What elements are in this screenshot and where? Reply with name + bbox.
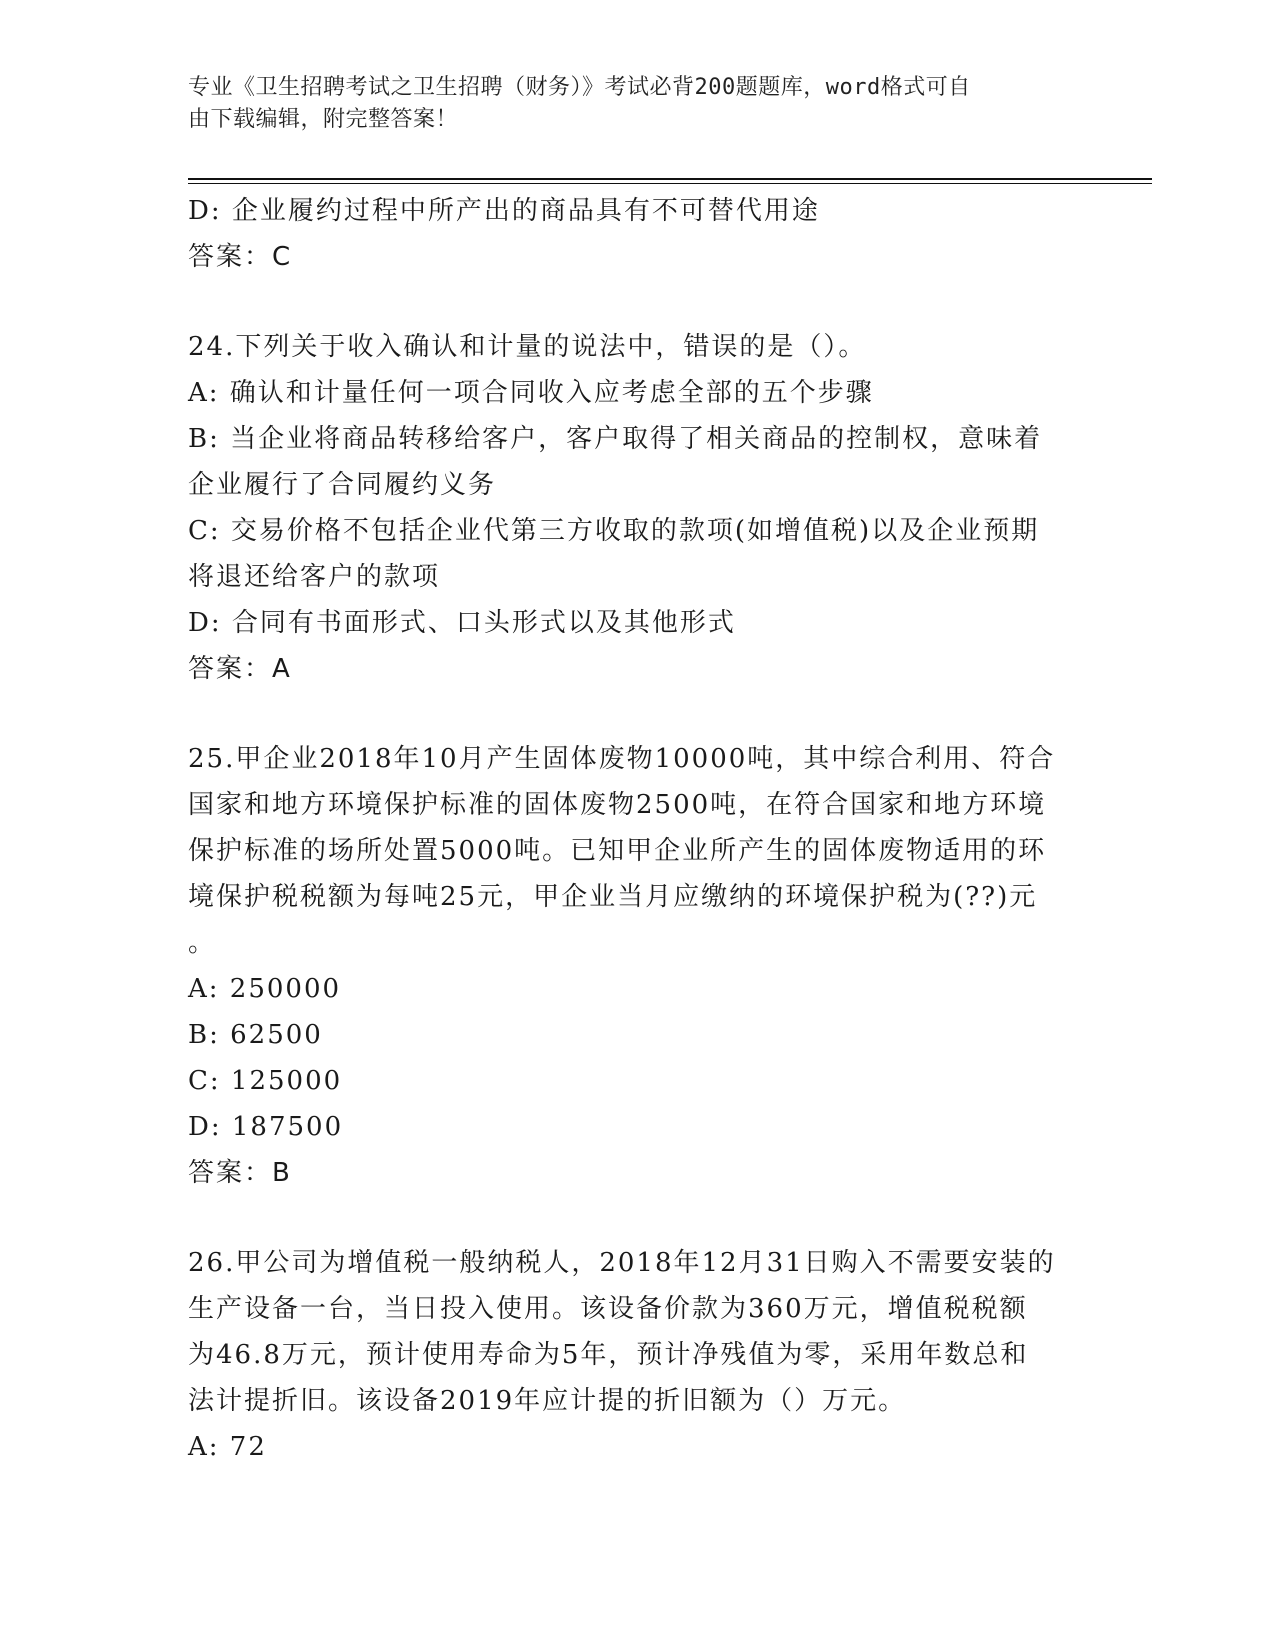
- question-24: [188, 324, 1088, 692]
- question-25-stem-line3: 保护标准的场所处置5000吨。已知甲企业所产生的固体废物适用的环: [188, 836, 1047, 866]
- prev-answer: 答案：C: [188, 242, 293, 272]
- question-25-stem-line1: 25.甲企业2018年10月产生固体废物10000吨，其中综合利用、符合: [188, 744, 1056, 774]
- header-line-2: 由下载编辑，附完整答案！: [188, 107, 459, 132]
- question-25-answer: 答案：B: [188, 1158, 292, 1188]
- question-25-stem-line4: 境保护税税额为每吨25元，甲企业当月应缴纳的环境保护税为(??)元: [188, 882, 1038, 912]
- question-25-option-d: D: 187500: [188, 1112, 344, 1142]
- question-25-stem-line2: 国家和地方环境保护标准的固体废物2500吨，在符合国家和地方环境: [188, 790, 1047, 820]
- question-25: [188, 736, 1088, 1196]
- question-26-stem-line4: 法计提折旧。该设备2019年应计提的折旧额为（）万元。: [188, 1386, 907, 1416]
- question-24-answer: 答案：A: [188, 654, 292, 684]
- question-24-option-a: A: 确认和计量任何一项合同收入应考虑全部的五个步骤: [188, 378, 874, 408]
- question-24-option-c-line2: 将退还给客户的款项: [188, 562, 441, 592]
- question-25-option-a: A: 250000: [188, 974, 342, 1004]
- spacer: [188, 280, 1088, 324]
- spacer: [188, 1196, 1088, 1240]
- header-rule-thick: [188, 178, 1152, 180]
- question-25-option-c: C: 125000: [188, 1066, 343, 1096]
- question-26-option-a: A: 72: [188, 1432, 267, 1462]
- question-26: [188, 1240, 1088, 1470]
- question-26-stem-line2: 生产设备一台，当日投入使用。该设备价款为360万元，增值税税额: [188, 1294, 1028, 1324]
- question-content: [188, 188, 1088, 1470]
- header-line-1: 专业《卫生招聘考试之卫生招聘（财务）》考试必背200题题库，word格式可自: [188, 75, 971, 100]
- question-24-option-c-line1: C: 交易价格不包括企业代第三方收取的款项(如增值税)以及企业预期: [188, 516, 1040, 546]
- question-24-option-b-line1: B: 当企业将商品转移给客户，客户取得了相关商品的控制权，意味着: [188, 424, 1043, 454]
- question-26-stem-line1: 26.甲公司为增值税一般纳税人，2018年12月31日购入不需要安装的: [188, 1248, 1056, 1278]
- question-26-stem-line3: 为46.8万元，预计使用寿命为5年，预计净残值为零，采用年数总和: [188, 1340, 1029, 1370]
- question-24-option-b-line2: 企业履行了合同履约义务: [188, 470, 497, 500]
- prev-option-d: D: 企业履约过程中所产出的商品具有不可替代用途: [188, 196, 820, 226]
- page-header: [188, 72, 1068, 136]
- question-24-stem: 24.下列关于收入确认和计量的说法中，错误的是（）。: [188, 332, 867, 362]
- header-rule-thin: [188, 183, 1152, 184]
- spacer: [188, 692, 1088, 736]
- question-25-stem-line5: 。: [188, 928, 217, 958]
- question-24-option-d: D: 合同有书面形式、口头形式以及其他形式: [188, 608, 736, 638]
- question-25-option-b: B: 62500: [188, 1020, 323, 1050]
